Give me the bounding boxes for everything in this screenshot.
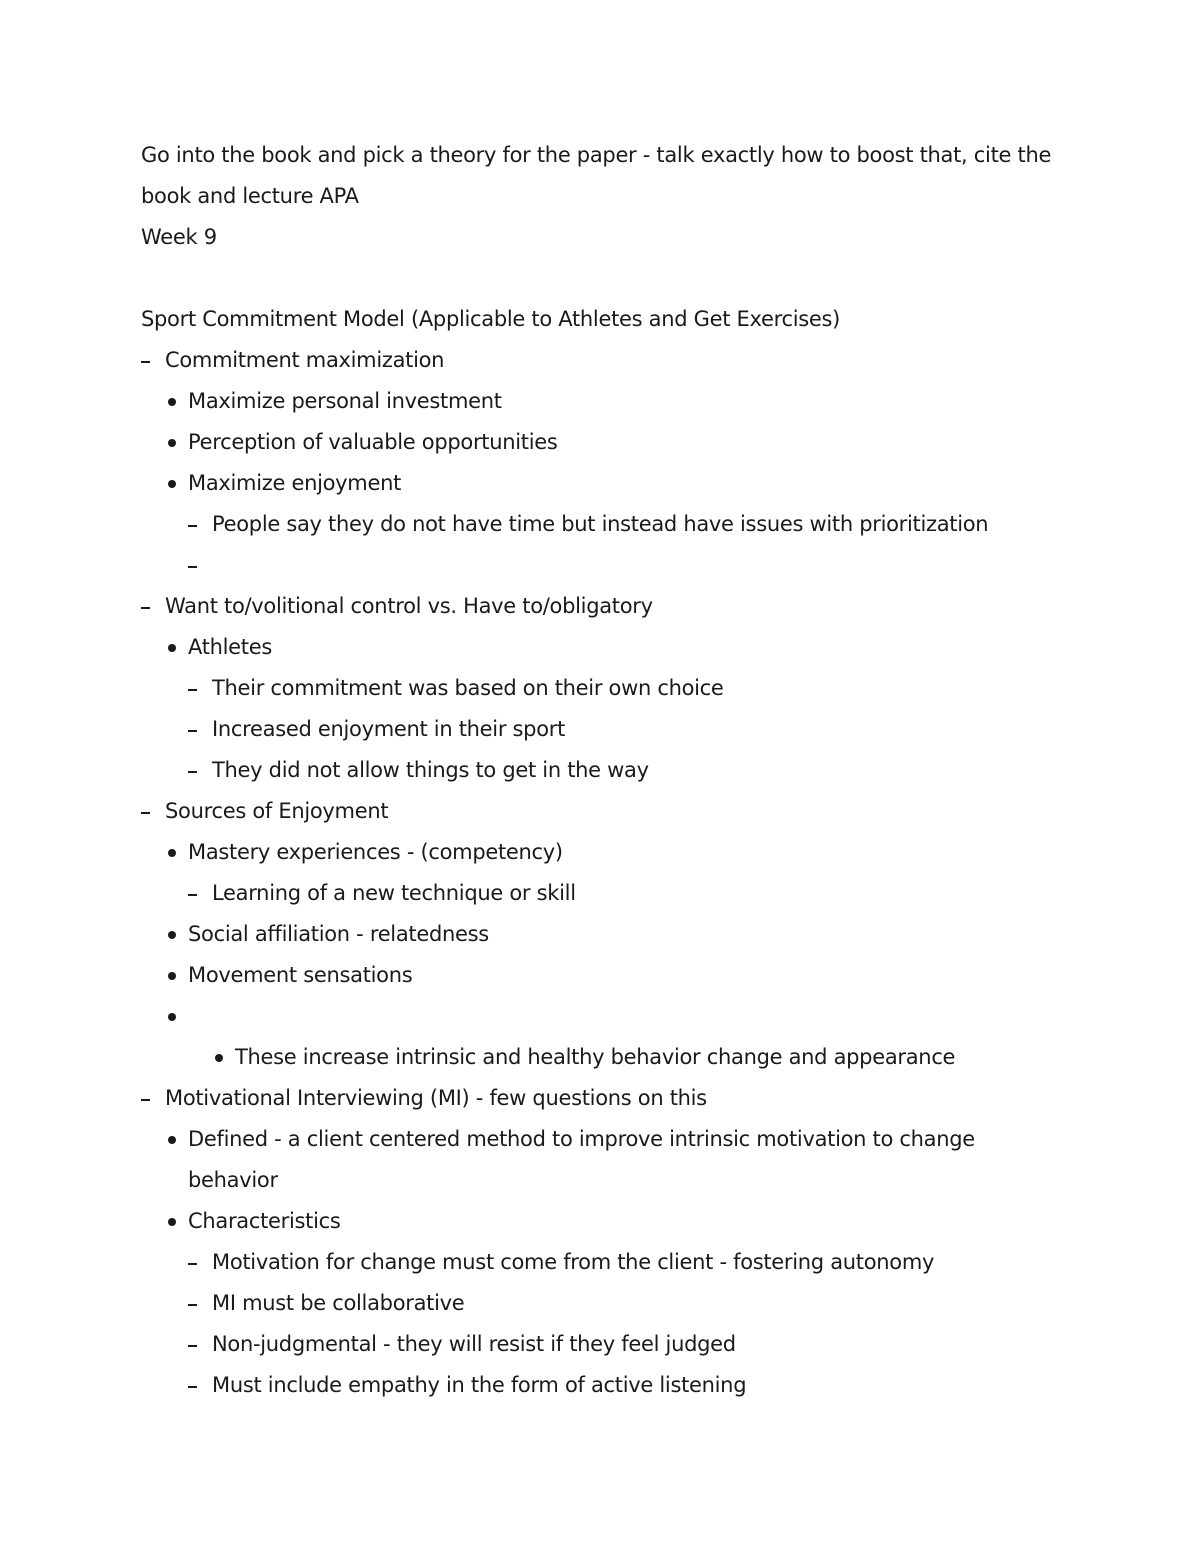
commitment-item: Perception of valuable opportunities [188,430,558,454]
enjoyment-movement: Movement sensations [188,963,413,987]
list-item [141,709,1061,750]
list-item [141,873,1061,914]
list-item [141,1283,1061,1324]
list-item [141,955,1061,996]
athletes-point: Their commitment was based on their own choice [212,676,724,700]
list-item [141,1324,1061,1365]
athletes-point: Increased enjoyment in their sport [212,717,566,741]
list-item [141,668,1061,709]
list-item [141,463,1061,504]
list-item [141,340,1061,381]
athletes-label: Athletes [188,635,272,659]
enjoyment-heading: Sources of Enjoyment [165,799,389,823]
mi-characteristic: Must include empathy in the form of active listening [212,1373,747,1397]
list-item-empty [141,545,1061,586]
mi-characteristic: Motivation for change must come from the client - fostering autonomy [212,1250,935,1274]
commitment-item: Maximize personal investment [188,389,502,413]
intro-line-1: Go into the book and pick a theory for the paper - talk exactly how to boost that, cite the [141,143,1052,167]
enjoyment-mastery-sub: Learning of a new technique or skill [212,881,576,905]
athletes-point: They did not allow things to get in the way [212,758,649,782]
commitment-heading: Commitment maximization [165,348,445,372]
mi-characteristics-label: Characteristics [188,1209,341,1233]
mi-defined-line-1: Defined - a client centered method to improve intrinsic motivation to change [188,1127,975,1151]
list-item [141,791,1061,832]
list-item [141,1365,1061,1406]
list-item [141,1037,1061,1078]
intro-line-2: book and lecture APA [141,184,359,208]
section-title: Sport Commitment Model (Applicable to Athletes and Get Exercises) [141,307,841,331]
list-item [141,1119,1061,1160]
list-item [141,504,1061,545]
list-item [141,627,1061,668]
notes-body [141,135,1061,1406]
list-item [141,586,1061,627]
list-item [141,381,1061,422]
list-item-empty [141,996,1061,1037]
list-item [141,832,1061,873]
commitment-sub: People say they do not have time but instead have issues with prioritization [212,512,989,536]
enjoyment-nested: These increase intrinsic and healthy behavior change and appearance [235,1045,956,1069]
list-item [141,750,1061,791]
list-item [141,422,1061,463]
want-to-heading: Want to/volitional control vs. Have to/obligatory [165,594,653,618]
list-item [141,1201,1061,1242]
list-item [141,914,1061,955]
mi-heading: Motivational Interviewing (MI) - few questions on this [165,1086,707,1110]
mi-characteristic: Non-judgmental - they will resist if they feel judged [212,1332,736,1356]
mi-defined-line-2: behavior [188,1168,278,1192]
enjoyment-mastery: Mastery experiences - (competency) [188,840,563,864]
list-item [141,1242,1061,1283]
list-item [141,1078,1061,1119]
enjoyment-social: Social affiliation - relatedness [188,922,489,946]
list-item-continuation [141,1160,1061,1201]
week-label: Week 9 [141,225,217,249]
blank-line [141,258,1061,299]
mi-characteristic: MI must be collaborative [212,1291,465,1315]
commitment-item: Maximize enjoyment [188,471,402,495]
